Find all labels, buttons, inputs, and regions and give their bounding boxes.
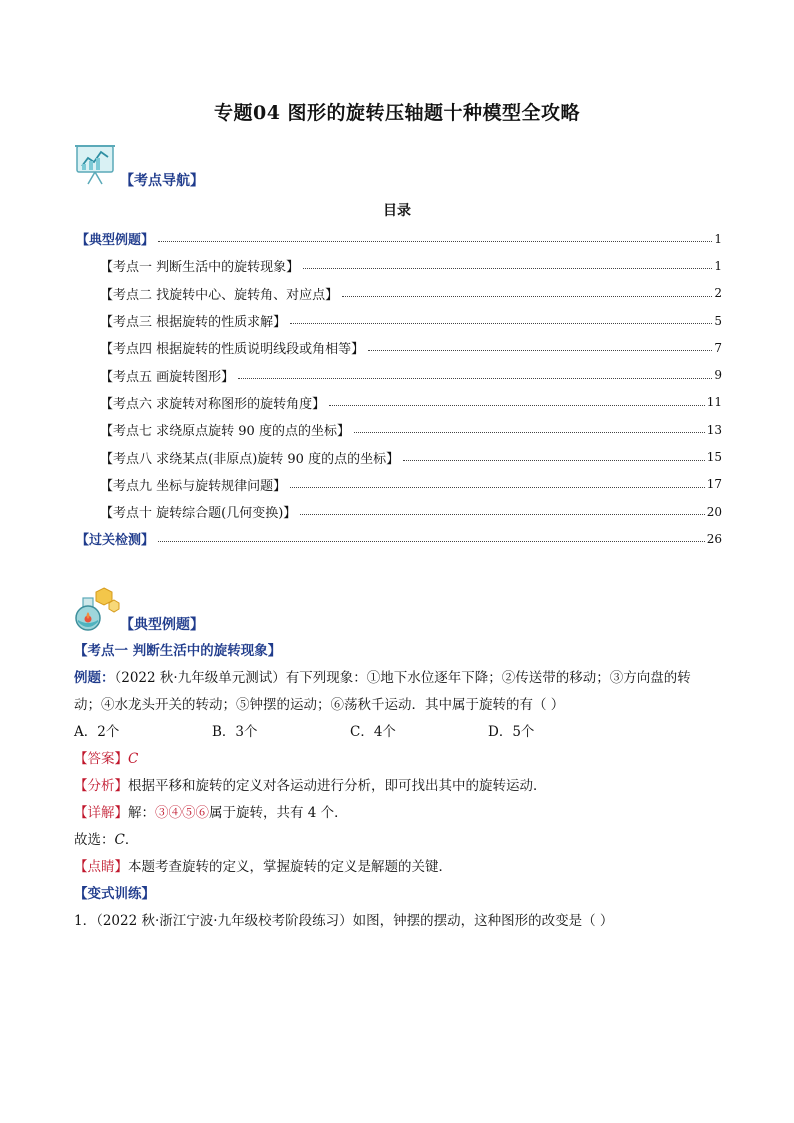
toc-leader-dots <box>368 350 712 351</box>
flask-hexagon-icon <box>74 586 120 632</box>
training-heading: 【变式训练】 <box>74 886 155 902</box>
section-examples-label: 【典型例题】 <box>120 617 204 633</box>
toc-page-number: 9 <box>714 368 722 383</box>
example-content <box>74 638 724 935</box>
page-title: 专题04 图形的旋转压轴题十种模型全攻略 <box>213 102 581 124</box>
toc-leader-dots <box>158 541 705 542</box>
toc-entry[interactable] <box>76 471 722 498</box>
toc-leader-dots <box>300 514 704 515</box>
toc-leader-dots <box>290 323 712 324</box>
toc-entry-text: 【考点四 根据旋转的性质说明线段或角相等】 <box>100 342 365 358</box>
toc-entry-text: 【考点六 求旋转对称图形的旋转角度】 <box>100 396 326 412</box>
section-examples-header <box>74 586 274 636</box>
toc-page-number: 11 <box>706 395 722 410</box>
toc-entry[interactable] <box>76 280 722 307</box>
option-0: A．2个 <box>74 724 120 740</box>
toc-page-number: 2 <box>714 286 722 301</box>
toc-entry[interactable] <box>76 361 722 388</box>
toc-entry-text: 【过关检测】 <box>76 533 155 549</box>
toc-entry[interactable] <box>76 443 722 470</box>
toc-entry[interactable] <box>76 307 722 334</box>
section-nav-label: 【考点导航】 <box>120 173 204 189</box>
toc-leader-dots <box>329 405 705 406</box>
toc-entry-text: 【考点三 根据旋转的性质求解】 <box>100 315 287 331</box>
point-heading: 【考点一 判断生活中的旋转现象】 <box>74 643 282 659</box>
toc-leader-dots <box>238 378 712 379</box>
example-options <box>74 719 724 746</box>
toc-entry-text: 【考点八 求绕某点(非原点)旋转 90 度的点的坐标】 <box>100 451 400 467</box>
toc-entry[interactable] <box>76 334 722 361</box>
detail-line: 【详解】解：③④⑤⑥属于旋转，共有 4 个． <box>74 805 348 821</box>
toc-entry-text: 【典型例题】 <box>76 233 155 249</box>
toc-leader-dots <box>354 432 705 433</box>
section-nav-header <box>74 142 274 192</box>
toc-entry[interactable] <box>76 225 722 252</box>
toc-page-number: 26 <box>706 531 722 546</box>
toc-page-number: 13 <box>706 422 722 437</box>
toc-page-number: 17 <box>706 477 722 492</box>
question-1: 1．（2022 秋·浙江宁波·九年级校考阶段练习）如图，钟摆的摆动，这种图形的改变是（ ） <box>74 913 614 929</box>
presentation-board-icon <box>74 142 118 186</box>
toc-entry[interactable] <box>76 252 722 279</box>
answer-line: 【答案】C <box>74 751 139 767</box>
toc-leader-dots <box>342 296 712 297</box>
analysis-line: 【分析】根据平移和旋转的定义对各运动进行分析，即可找出其中的旋转运动． <box>74 778 547 794</box>
toc-entry-text: 【考点一 判断生活中的旋转现象】 <box>100 260 300 276</box>
toc-entry-text: 【考点九 坐标与旋转规律问题】 <box>100 478 287 494</box>
choice-line: 故选：C． <box>74 832 139 848</box>
toc-page-number: 15 <box>706 450 722 465</box>
toc-entry[interactable] <box>76 389 722 416</box>
option-1: B．3个 <box>212 724 258 740</box>
toc-entry[interactable] <box>76 498 722 525</box>
option-3: D．5个 <box>488 724 535 740</box>
comment-line: 【点睛】本题考查旋转的定义，掌握旋转的定义是解题的关键． <box>74 859 452 875</box>
example-line-2: 动；④水龙头开关的转动；⑤钟摆的运动；⑥荡秋千运动．其中属于旋转的有（ ） <box>74 697 565 713</box>
toc-title: 目录 <box>383 203 411 219</box>
table-of-contents <box>76 225 722 553</box>
toc-leader-dots <box>303 268 712 269</box>
toc-page-number: 20 <box>706 504 722 519</box>
toc-page-number: 5 <box>714 313 722 328</box>
option-2: C．4个 <box>350 724 396 740</box>
toc-page-number: 1 <box>714 258 722 273</box>
example-line-1: 例题：（2022 秋·九年级单元测试）有下列现象：①地下水位逐年下降；②传送带的移动；③方向盘的转 <box>74 670 691 686</box>
toc-entry[interactable] <box>76 525 722 552</box>
toc-entry[interactable] <box>76 416 722 443</box>
toc-entry-text: 【考点七 求绕原点旋转 90 度的点的坐标】 <box>100 424 350 440</box>
toc-entry-text: 【考点二 找旋转中心、旋转角、对应点】 <box>100 287 339 303</box>
toc-leader-dots <box>158 241 712 242</box>
toc-page-number: 1 <box>714 231 722 246</box>
toc-entry-text: 【考点五 画旋转图形】 <box>100 369 235 385</box>
toc-page-number: 7 <box>714 340 722 355</box>
toc-entry-text: 【考点十 旋转综合题(几何变换)】 <box>100 506 297 522</box>
toc-leader-dots <box>290 487 705 488</box>
toc-leader-dots <box>403 460 705 461</box>
